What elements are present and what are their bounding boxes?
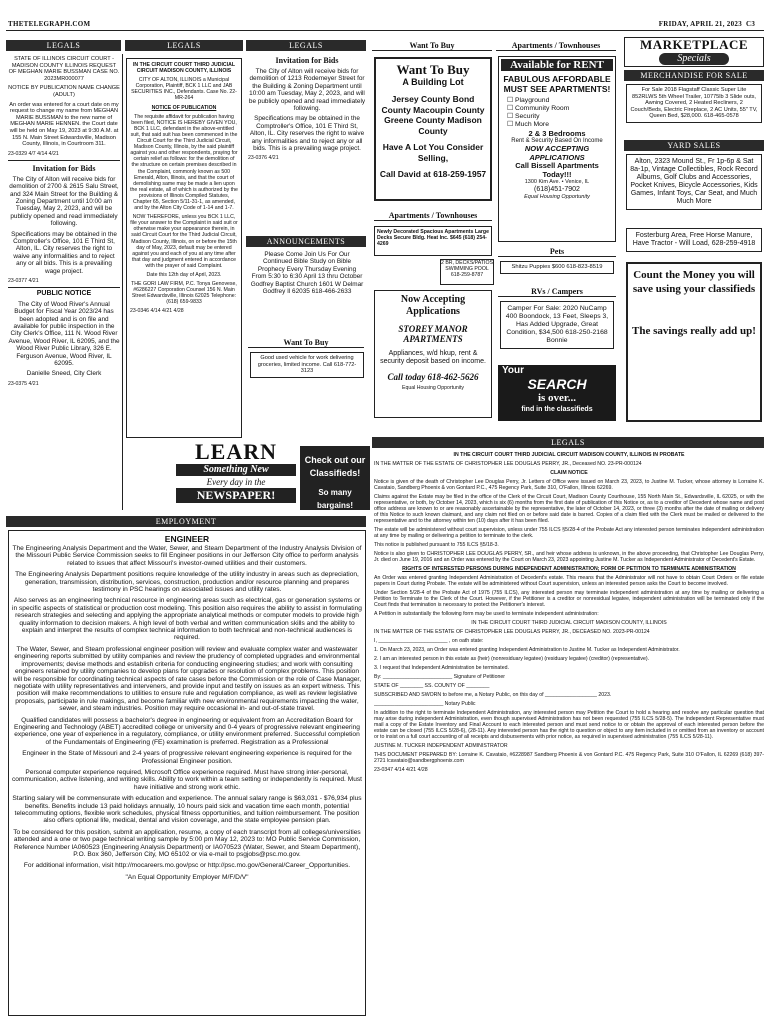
law-firm: THE GORI LAW FIRM, P.C. Tonya Genovese, #6286227 Corporation Counsel 156 N. Main Street Edwardsville, Illinois 62025 Telephone: (618) 659-9833 xyxy=(131,281,237,306)
learn-line-3: NEWSPAPER! xyxy=(176,488,296,503)
engineer-p4: The Water, Sewer, and Steam professional engineer position will review and evaluate complex water and wastewater engineering reports submitted by utility companies and review the prudency of completed upgrades and environmental improvements; devise methods and establish criteria for conducting engineering studies; and work with consulting engineers retained by utility companies to develop plans for upgrades or resolution of complex problems. This position will be responsible for coordinating technical aspects of rate cases before the Commission or the role of Case Manager, negotiate with utility representatives and interveners, and provide input and testify on issues as an expert witness. This position will make recommendations to utilities to ensure rule and regulation compliance, as well as review legislative proposals, participate in rule makings, and become familiar with new environmental requirements impacting the water, sewer, and steam industries. Position may require occasional in- and out-of-state travel. xyxy=(12,645,362,713)
case-parties: CITY OF ALTON, ILLINOIS a Municipal Corporation, Plaintiff, BCK 1 LLC and JAB SECURITIES INC., Defendants. Case No. 22-MR-264 xyxy=(131,77,237,102)
bids-body-1: The City of Alton will receive bids for demolition of 2700 & 2615 Salu Street, and 324 Main Street for the Building & Zoning Department until 10:00 am Tuesday, May 2, 2023, and will be publicly opened and read immediately following. xyxy=(9,175,119,228)
yard-sales-header: YARD SALES xyxy=(624,140,764,151)
pets-header: Pets xyxy=(498,246,616,257)
probate-admin: JUSTINE M. TUCKER INDEPENDENT ADMINISTRATOR xyxy=(374,743,508,749)
public-notice-sign: Danielle Sneed, City Clerk xyxy=(26,370,102,378)
engineer-p3: Also serves as an engineering technical resource in engineering areas such as electrical, gas or generation systems or in specific aspects of statistical or production cost modeling. This position also requires the ability to assist in formulating research strategies and selecting and applying the appropriate analytical methods or computer models to provide high quality information to decision makers. A high level of both verbal and written communication skills and the ability to explain and interpret the results of complex technical information to both technical and non-technical audiences is required. xyxy=(12,597,362,642)
probate-l3: 3. I request that Independent Administration be terminated. xyxy=(374,665,509,671)
engineer-ad xyxy=(8,530,366,1016)
checkout-line-3: So many bargains! xyxy=(316,488,353,510)
fosterburg-ad: Fosterburg Area, Free Horse Manure, Have Tractor - Will Load, 628-259-4918 xyxy=(626,228,762,252)
probate-by: By: ________________________ Signature of Petitioner xyxy=(374,674,505,680)
probate-stateof: STATE OF ________ SS. COUNTY OF ________ xyxy=(374,683,490,689)
flagstaff-ad: For Sale 2018 Flagstaff Classic Super Lite 852RLWS 5th Wheel Trailer, 10775lb 3 Slide outs, Awning Covered, 2 Heated Recliners, 2 Couch/Beds, Electric Fireplace, 2 AC Units, 55" TV, Queen Bed, $28,000. 618-465-0578 xyxy=(626,84,762,123)
probate-p7: Under Section 5/28-4 of the Probate Act of 1975 (755 ILCS), any interested person may terminate independent administration at any time by mailing or delivering a Petition to Terminate to the Clerk of the Court. However, if the Petitioner is a creditor or nonresidual legatee, independent administration will be terminated only if the Court finds that termination is necessary to protect the Petitioner's interest. xyxy=(374,590,764,608)
yard-sale-ad: Alton, 2323 Mound St., Fr 1p-6p & Sat 8a-1p, Vintage Collectibles, Rock Record Albums, Golf Clubs and Accessories, Pocket Knives, Bicycle Accessories, Kids Games, Infant Toys, Car Seat, and Much Much More xyxy=(626,154,762,210)
engineer-p10: For additional information, visit http://mocareers.mo.gov/psc or http://psc.mo.gov/General/Career_Opportunities. xyxy=(23,862,351,870)
engineer-p8: Starting salary will be commensurate with education and experience. The annual salary range is $63,031 - $76,934 plus benefits. Benefits include 13 paid holidays annually, 10 hours paid sick and vacation time each month, potential telecommuting options, flexible work schedules, physical fitness opportunities, and tuition reimbursement. The position also offers optional life, medical, dental and vision coverage, and the state employee pension plan. xyxy=(12,795,362,825)
announcements-header: ANNOUNCEMENTS xyxy=(246,236,366,247)
publication-date: Date this 12th day of April, 2023. xyxy=(146,272,222,278)
bids-body-1b: Specifications may be obtained in the Comptroller's Office, 101 E Third St, Alton, IL. City reserves the right to waive any informalities and to reject any or all bids. This is a prevailing wage project. xyxy=(11,230,117,275)
apartments-header: Apartments / Townhouses xyxy=(496,40,616,51)
feature-item: ☐ Playground xyxy=(507,97,550,104)
probate-notary: ________________________ Notary Public xyxy=(374,701,476,707)
now-accepting-apps: NOW ACCEPTING APPLICATIONS xyxy=(524,144,590,162)
wtb-consider: Have A Lot You Consider Selling, xyxy=(382,142,484,163)
name-change-court: STATE OF ILLINOIS CIRCUIT COURT - MADISON COUNTY ILLINOIS REQUEST OF MEGHAN MARIE BUSSMAN CASE NO. 2023MR000077 xyxy=(8,56,120,82)
search-over: is over... xyxy=(537,392,577,404)
engineer-title: ENGINEER xyxy=(164,534,210,544)
apartments-header-2: Apartments / Townhouses xyxy=(374,210,492,221)
camper-ad: Camper For Sale: 2020 NuCamp 400 Boondock, 13 Feet, Sleeps 3, Has Added Upgrade, Great Condition, $34,500 618-250-2168 Bonnie xyxy=(500,301,614,349)
probate-notice xyxy=(374,452,764,1018)
bible-study-ad: Please Come Join Us For Our Continued Bible Study on Bible Prophecy Every Thursday Evening From 5:30 to 6:30 April 13 thru October Godfrey Baptist Church 1601 W Delmar Godfrey Il 62035 618-466-2633 xyxy=(250,251,364,296)
probate-l1: 1. On March 23, 2023, an Order was entered granting Independent Administration to Justine M. Tucker as Independent Administrator. xyxy=(374,647,680,653)
search-find: find in the classifieds xyxy=(521,406,593,413)
engineer-p11: "An Equal Opportunity Employer M/F/D/V" xyxy=(125,873,249,881)
search-word: SEARCH xyxy=(527,376,587,392)
storey-call: Call today 618-462-5626 xyxy=(387,372,479,382)
marketplace-banner xyxy=(624,37,764,67)
search-ad xyxy=(498,365,616,421)
circuit-court-title: IN THE CIRCUIT COURT THIRD JUDICIAL CIRCUIT MADISON COUNTY, ILLINOIS xyxy=(132,62,236,75)
employment-header: EMPLOYMENT xyxy=(6,516,366,527)
savings-text: The savings really add up! xyxy=(632,325,756,337)
shitzu-ad: Shitzu Puppies $600 618-823-8519 xyxy=(500,261,614,274)
storey-manor-name: STOREY MANOR APARTMENTS xyxy=(398,324,468,344)
count-money-ad xyxy=(626,262,762,422)
now-accepting: Now Accepting Applications xyxy=(400,294,466,317)
wtb-sub: A Building Lot xyxy=(402,77,464,87)
probate-court-2: IN THE CIRCUIT COURT THIRD JUDICIAL CIRCUIT MADISON COUNTY, ILLINOIS xyxy=(471,620,667,626)
wtb-counties: Jersey County Bond County Macoupin County Greene County Madison County xyxy=(381,94,485,136)
bids-id-2: 23-0376 4/21 xyxy=(248,155,279,162)
bissell-apartments-ad xyxy=(498,56,616,242)
claim-notice-title: CLAIM NOTICE xyxy=(550,470,588,476)
probate-court: IN THE CIRCUIT COURT THIRD JUDICIAL CIRCUIT MADISON COUNTY, ILLINOIS IN PROBATE xyxy=(453,452,685,458)
legals-header-3: LEGALS xyxy=(246,40,366,51)
feature-item: ☐ Security xyxy=(507,113,540,120)
checkout-line-2: Classifieds! xyxy=(309,468,361,478)
publication-title: NOTICE OF PUBLICATION xyxy=(151,104,217,111)
name-change-body: An order was entered for a court date on my request to change my name from MEGHAN MARIE BUSSMAN to the new name of MEGHAN MARIE HENNEN. the Court date will be held on May 19, 2023 at 9:30 A.M. at 155 N. Main Street Edwardsville, Madison County, Illinois, in Courtroom 311. xyxy=(9,101,119,148)
learn-line-2: Every day in the xyxy=(206,477,266,487)
wtb-call: Call David at 618-259-1957 xyxy=(379,169,487,179)
engineer-p1: The Engineering Analysis Department and the Water, Sewer, and Steam Department of the Industry Analysis Division of the Missouri Public Service Commission seeks to fill Engineer positions in our Jefferson City office to perform analysis related to issues that affect Missouri's investor-owned utilities and their customers. xyxy=(12,545,362,567)
probate-state: I, ________________________ , on oath state: xyxy=(374,638,484,644)
publication-body-2: NOW THEREFORE, unless you BCK 1 LLC, file your answer to the Complaint in said suit or otherwise make your appearance therein, in said Circuit Court for the Third Judicial Circuit, Madison County, Illinois, on or before the 15th day of May, 2023, default may be entered against you and each of you at any time after that day and judgment entered in accordance with the prayer of said Complaint. xyxy=(130,214,238,269)
bissell-phone: (618)451-7902 xyxy=(534,186,580,193)
publication-id: 23-0346 4/14 4/21 4/28 xyxy=(130,308,184,315)
newly-decorated-ad: Newly Decorated Spacious Apartments Large Decks Secure Bldg. Heat Inc. $645 (618) 254-4269 xyxy=(374,226,492,256)
page-number: C3 xyxy=(746,20,756,28)
probate-p9: In addition to the right to terminate Independent Administration, any interested person may Petition the Court to hold a hearing and resolve any particular question that may arise during independent Administration, even though supervised Administration has not been requested (755 ILCS 5/28-5). The Independent Representative must mail a copy of the Estate Inventory and Final Account to each interested person and must send notice to or obtain the approval of each interested person before the estate can be closed (755 ILCS 5/28-6), (28-11). Any interested person has the right to question or object to any item included in or omitted from an inventory or account or to insist on a full court accounting of all receipts and disbursements with prior notice, as required in supervised administration (755 ILCS 5/28-11). xyxy=(374,710,764,740)
name-change-id: 23-0329 4/7 4/14 4/21 xyxy=(8,150,59,157)
features-list xyxy=(501,97,613,129)
probate-p8: A Petition in substantially the following form may be used to terminate independent administration: xyxy=(374,611,599,617)
wtb-headline: Want To Buy xyxy=(396,62,470,77)
storey-appliances: Appliances, w/d hkup, rent & security deposit based on income. xyxy=(380,350,486,365)
legals-header-1: LEGALS xyxy=(6,40,121,51)
probate-p5: Notice is also given to CHRISTOPHER LEE DOUGLAS PERRY, SR., and heir whose address is unknown, in the above proceeding, that Christopher Lee Douglas Perry, Jr. died on June 19, 2016 and an Order was entered by the Court on March 23, 2023 appointing Justine M. Tucker as Independent Administrator of Decedent's Estate. xyxy=(374,551,764,563)
legals-header-bottom: LEGALS xyxy=(372,437,764,448)
bids-body-2: The City of Alton will receive bids for demolition of 1213 Rodemeyer Street for the Building & Zoning Department until 10:00 am Tuesday, May 2, 2023, and will be publicly opened and read immediately following. xyxy=(248,68,366,113)
legals-header-2: LEGALS xyxy=(125,40,243,51)
bids-body-2b: Specifications may be obtained in the Comptroller's Office, 101 E Third St, Alton, IL. City reserves the right to waive any informalities and to reject any or all bids. This is a prevailing wage project. xyxy=(249,115,365,153)
probate-prepared: THIS DOCUMENT PREPARED BY: Lorraine K. Cavataio, #6228987 Sandberg Phoenix & von Gontard P.C. 475 Regency Park, Suite 310 O'Fallon, IL 62269 (618) 397-2721 lcavataio@sandbergphoenix.com xyxy=(374,752,764,764)
learn-ad xyxy=(176,440,296,512)
probate-p3: The estate will be administered without court supervision, unless under 755 ILCS §5/28-4 of the Probate Act any interested person terminates independent administration at any time by mailing or delivering a petition to terminate to the clerk. xyxy=(374,527,764,539)
engineer-p6: Engineer in the State of Missouri and 2-4 years of progressive relevant engineering experience is required for the Professional Engineer position. xyxy=(22,750,352,765)
probate-id: 23-0347 4/14 4/21 4/28 xyxy=(374,767,428,773)
site-name: THETELEGRAPH.COM xyxy=(8,20,91,28)
rvs-header: RVs / Campers xyxy=(498,286,616,297)
swimming-pool-ad: 2 BR, DECKS/PATIOS SWIMMING POOL 618-259-8787 xyxy=(440,259,494,285)
probate-p6: An Order was entered granting Independent Administration of Decedent's estate. This means that the Administrator will not have to obtain Court Orders or file estate papers in Court during Probate. The estate will be administered without Court supervision, unless an interested person asks the Court to become involved. xyxy=(374,575,764,587)
legals-column-2 xyxy=(126,58,242,438)
call-bissell: Call Bissell Apartments Today!!! xyxy=(515,161,599,179)
legals-column-3 xyxy=(248,56,366,236)
probate-p2: Claims against the Estate may be filed in the office of the Clerk of the Circuit Court, Madison County Courthouse, 155 North Main St., Edwardsville, IL 62025, or with the representative, or both, by October 14, 2023, which is six (6) months from the first date of publication of this Notice or, as to a creditor of Decedent whose name and post office address are known to or are reasonably ascertainable by the representative, the later of October 14, 2023, or three (3) months after the date of mailing or delivery of this Notice to such known claimant, and any claim not filed on or before said date is barred. Copies of a claim filed with the Clerk must be mailed or delivered to the representative and to the attorney within ten (10) days after it has been filed. xyxy=(374,494,764,524)
want-to-buy-lot-ad xyxy=(374,57,492,201)
learn-line-1: Something New xyxy=(176,464,296,476)
wtb-header-2: Want To Buy xyxy=(248,337,364,348)
want-to-buy-header: Want To Buy xyxy=(372,40,492,51)
bedrooms: 2 & 3 Bedrooms xyxy=(528,129,586,138)
name-change-title: NOTICE BY PUBLICATION NAME CHANGE (ADULT) xyxy=(8,85,120,98)
engineer-p5: Qualified candidates will possess a bachelor's degree in engineering or equivalent from an Accreditation Board for Engineering and Technology (ABET) accredited college or university and 0-4 years of progressive relevant engineering experience, one year of experience in a regulatory, compliance, or utility environment preferred. Successful completion of the Fundamentals of Engineering (FE) examination is preferred. Registration as a Professional xyxy=(14,716,360,746)
probate-p1: Notice is given of the death of Christopher Lee Douglas Perry, Jr. Letters of Office were issued on March 23, 2023, to Justine M. Tucker, whose attorney is Lorraine K. Cavataio, Sandberg Phoenix & von Gontard P.C., 475 Regency Park, Suite 310, O'Fallon, Illinois 62269. xyxy=(374,479,764,491)
legals-column-1 xyxy=(8,56,120,506)
public-notice-id: 23-0375 4/21 xyxy=(8,380,39,387)
checkout-ad xyxy=(300,446,370,510)
probate-p4: This notice is published pursuant to 755 ILCS §5/18-3. xyxy=(374,542,499,548)
engineer-p9: To be considered for this position, submit an application, resume, a copy of each transcript from all colleges/universities attended and a one or two page technical writing sample by 5:00 pm May 12, 2023 to: MO Public Service Commission, Reference Number IA060523 (Engineering Analysis Department) or IA070523 (Water, Sewer, and Steam Department), P.O. Box 360, Jefferson City, MO 65102 or via e-mail to psgjobs@psc.mo.gov. xyxy=(13,828,361,859)
bids-title-2: Invitation for Bids xyxy=(275,56,339,65)
learn-word: LEARN xyxy=(194,440,277,464)
probate-sworn: SUBSCRIBED AND SWORN to before me, a Notary Public, on this day of __________________ 2023. xyxy=(374,692,612,698)
marketplace-title: MARKETPLACE xyxy=(639,37,749,52)
available-for-rent: Available for RENT xyxy=(501,59,613,71)
specials-title: Specials xyxy=(659,53,729,65)
feature-item: ☐ Much More xyxy=(507,121,549,128)
bids-id-1: 23-0377 4/21 xyxy=(8,278,39,285)
storey-manor-ad xyxy=(374,290,492,418)
merchandise-header: MERCHANDISE FOR SALE xyxy=(624,70,764,81)
public-notice-title: PUBLIC NOTICE xyxy=(36,290,92,298)
fabulous-apartments: FABULOUS AFFORDABLE MUST SEE APARTMENTS! xyxy=(503,74,611,94)
engineer-p7: Personal computer experience required, Microsoft Office experience required. Must have strong inter-personal, communication, active listening, and writing skills. Ability to work within a team setting or independently is required. Must have initiative and strong work ethic. xyxy=(12,768,362,791)
engineer-p2: The Engineering Analysis Department positions require knowledge of the utility industry in areas such as depreciation, generation, transmission, distribution, services, construction, production and/or resource planning and prepares testimony in PSC hearings on associated issues and utility rates. xyxy=(15,571,359,594)
rights-title: RIGHTS OF INTERESTED PERSONS DURING INDEPENDENT ADMINISTRATION; FORM OF PETITION TO TERMINATE ADMINISTRATION xyxy=(402,566,736,572)
probate-matter-2: IN THE MATTER OF THE ESTATE OF CHRISTOPHER LEE DOUGLAS PERRY, JR., DECEASED NO. 2023-PR-00124 xyxy=(374,629,650,635)
wtb-vehicle-ad: Good used vehicle for work delivering groceries, limited income. Call 618-772-3123 xyxy=(250,352,364,378)
issue-date: FRIDAY, APRIL 21, 2023 xyxy=(658,20,742,28)
checkout-line-1: Check out our xyxy=(304,455,366,465)
search-your: Your xyxy=(502,365,525,376)
publication-body: The requisite affidavit for publication having been filed, NOTICE IS HEREBY GIVEN YOU, BCK 1 LLC, defendant in the above-entitled suit, that said suit has been commenced in the Circuit Court for the Third Judicial Circuit, Madison County, Illinois, by the said plaintiff against you and other respondents, praying for certain relief as follows: for the demolition of the structure on certain premises described in the Complaint, commonly known as 500 Emerald, Alton, Illinois, and that the court of demolishing same may be made a lien upon the real estate, all of which is authorized by the provisions of Illinois Compiled Statutes, Chapter 65, Section 5/11-31-1, as amended, and by the Alton City Code of 1-14 and 1-7. xyxy=(130,113,238,212)
storey-eho: Equal Housing Opportunity xyxy=(402,385,464,391)
count-text: Count the Money you will save using your classifieds xyxy=(632,269,756,295)
bids-title-1: Invitation for Bids xyxy=(32,163,96,173)
bissell-eho: Equal Housing Opportunity xyxy=(524,194,590,200)
rent-income: Rent & Security Based On Income xyxy=(511,138,603,144)
probate-l2: 2. I am an interested person in this estate as (heir) (nonresiduary legatee) (residuary legatee) (creditor) (representative). xyxy=(374,656,650,662)
public-notice-body: The City of Wood River's Annual Budget for Fiscal Year 2023/24 has been adopted and is on file and available for public inspection in the City Clerk's Office, 111 N. Wood River Avenue, Wood River, IL 62095, and the Wood River Public Library, 326 E. Ferguson Avenue, Wood River, IL 62095. xyxy=(8,300,120,368)
probate-matter: IN THE MATTER OF THE ESTATE OF CHRISTOPHER LEE DOUGLAS PERRY, JR., Deceased NO. 23-PR-000124 xyxy=(374,461,642,467)
feature-item: ☐ Community Room xyxy=(507,105,570,112)
bissell-address: 1300 Kim Ave. • Venice, IL xyxy=(524,179,590,185)
